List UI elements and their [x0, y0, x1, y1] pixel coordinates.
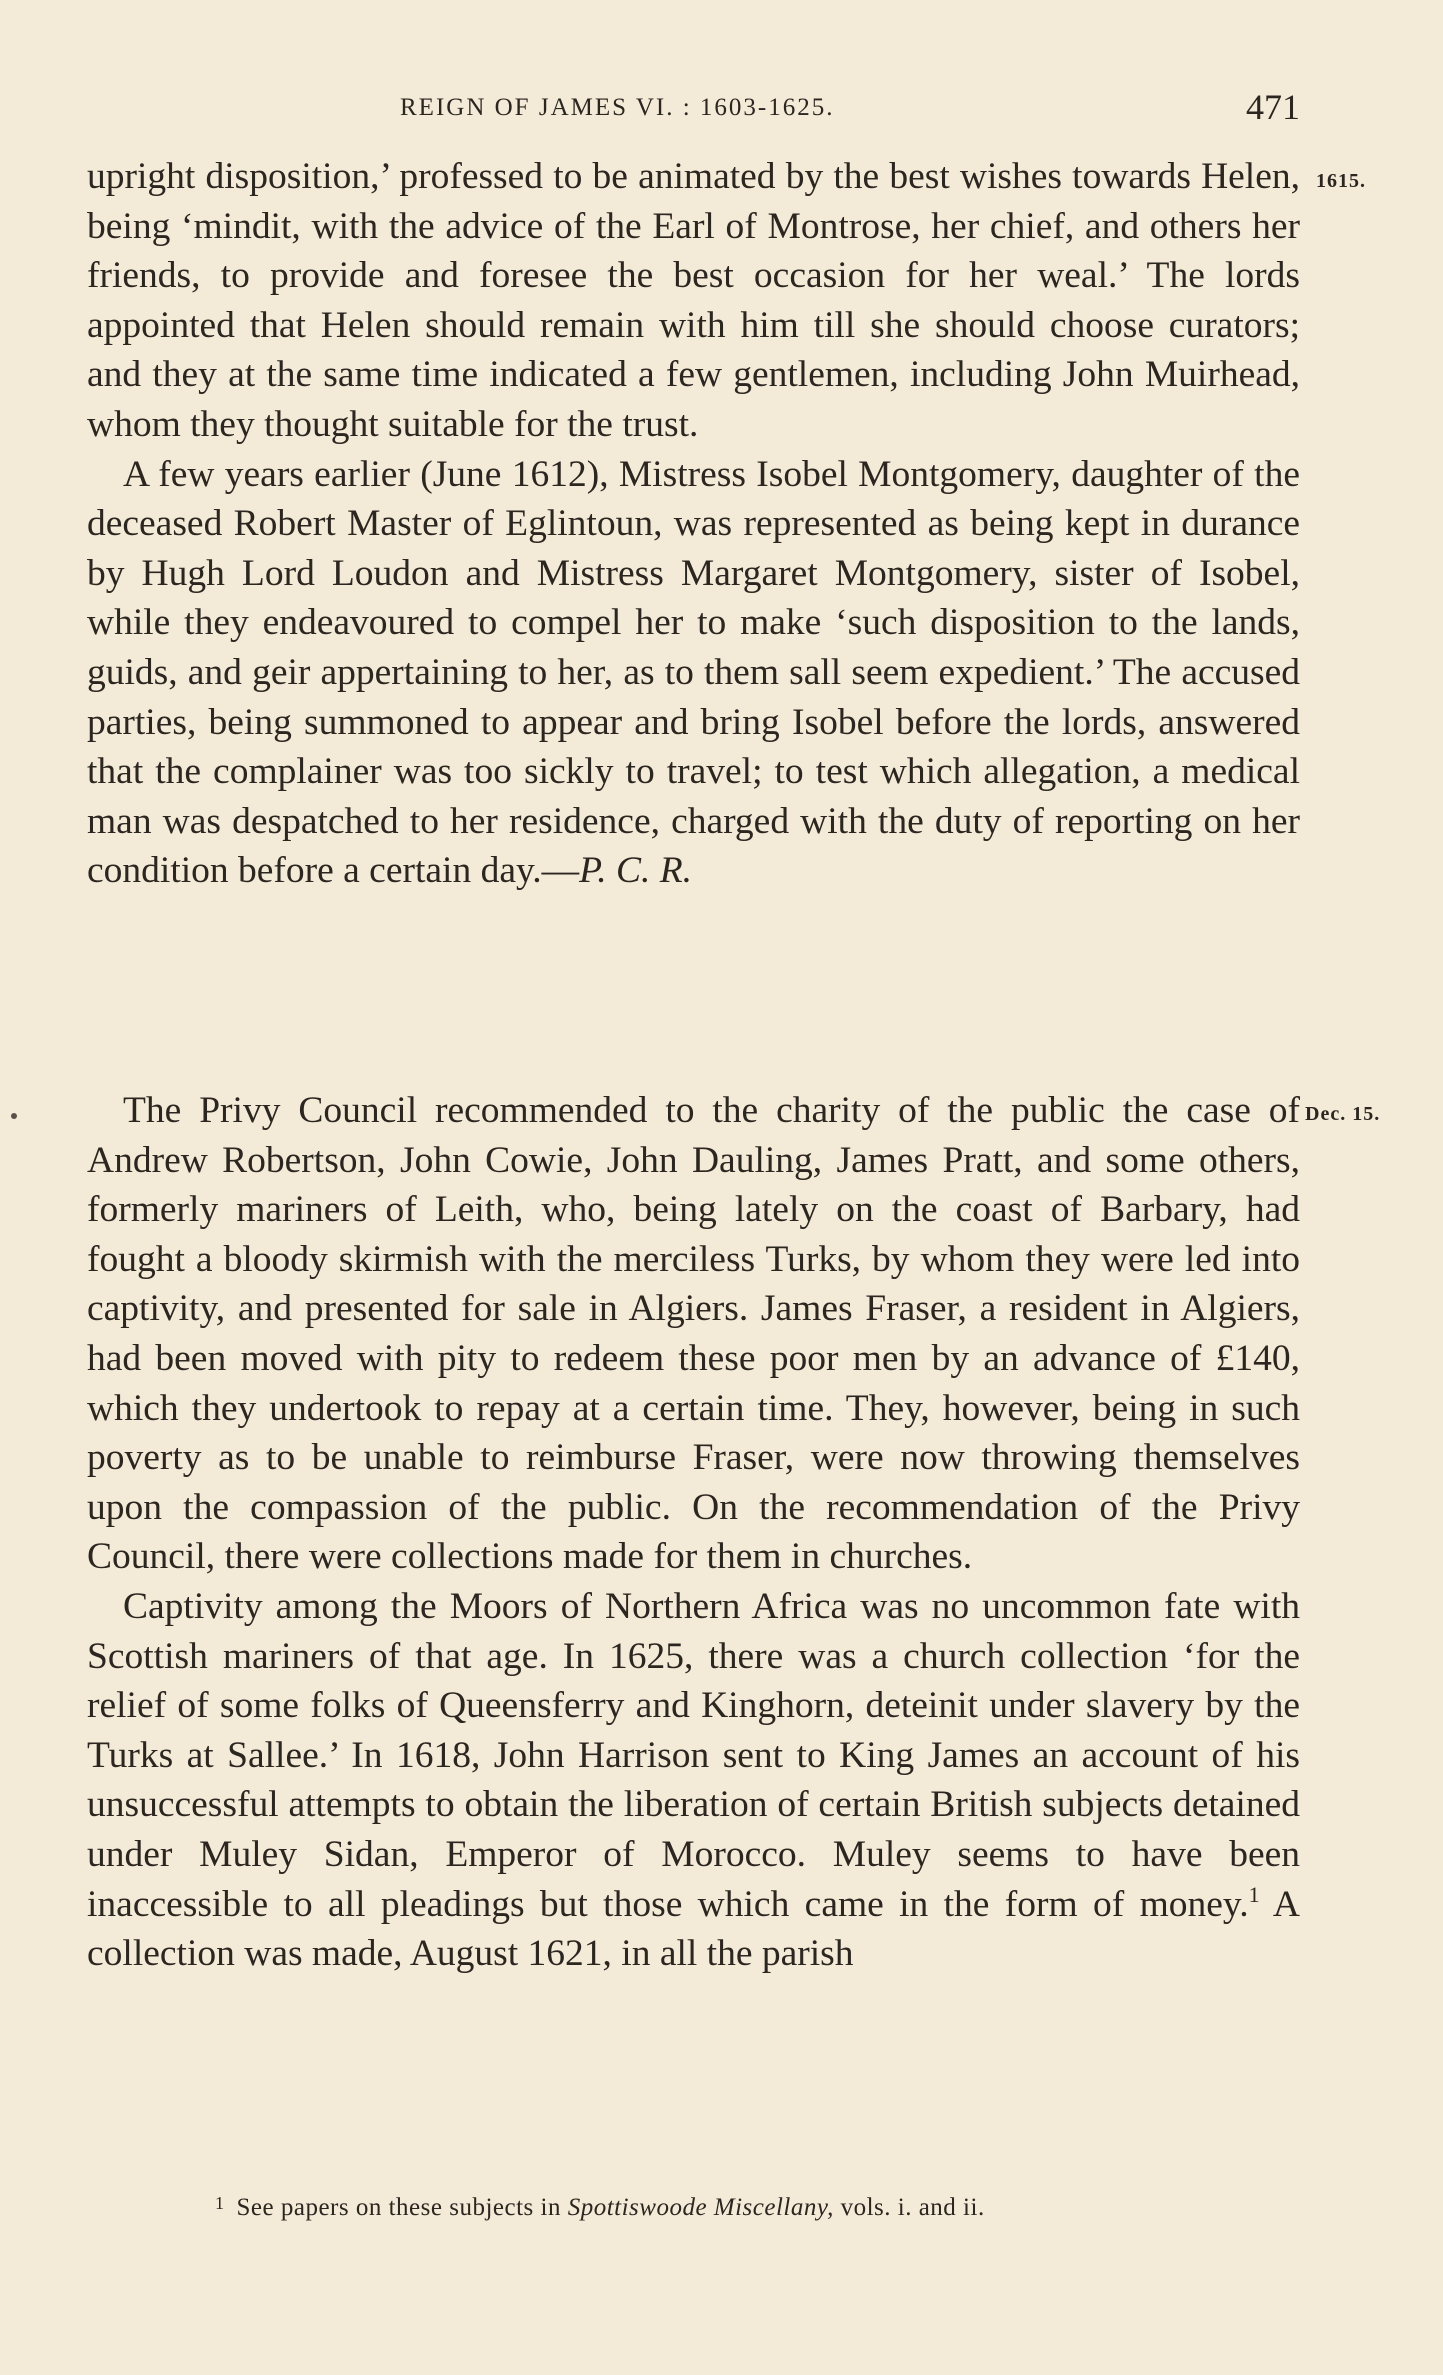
paragraph-continuation: upright disposition,’ professed to be animated by the best wishes towards Helen, being ‘mindit, with the advice of the Earl of Montrose, her chief, and others her friends, to provide and foresee the best occasion for her weal.’ The lords appointed that Helen should remain with him till she should choose curators; and they at the same time indicated a few gentlemen, including John Muirhead, whom they thought suitable for the trust.	[87, 156, 1300, 445]
paragraph-captivity-text: Captivity among the Moors of Northern Africa was no uncommon fate with Scottish mariners of that age. In 1625, there was a church collection ‘for the relief of some folks of Queensferry and Kinghorn, deteinit under slavery by the Turks at Sallee.’ In 1618, John Harrison sent to King James an account of his unsuccessful attempts to obtain the liberation of certain British subjects detained under Muley Sidan, Emperor of Morocco. Muley seems to have been inaccessible to all pleadings but those which came in the form of money.	[87, 1585, 1300, 1925]
margin-note-year: 1615.	[1316, 170, 1366, 192]
paragraph-captivity	[87, 1582, 1300, 1979]
text-block-upper	[87, 152, 1300, 896]
stray-mark	[11, 1113, 17, 1119]
footnote-title: Spottiswoode Miscellany,	[567, 2194, 834, 2221]
footnote	[215, 2193, 985, 2222]
running-head: REIGN OF JAMES VI. : 1603-1625.	[400, 94, 835, 121]
citation: P. C. R.	[579, 850, 693, 892]
page-number: 471	[1246, 87, 1300, 127]
paragraph-captivity-end: A collection was made, August 1621, in all the parish	[87, 1883, 1300, 1975]
paragraph-montgomery-text: A few years earlier (June 1612), Mistress Isobel Montgomery, daughter of the deceased Robert Master of Eglintoun, was represented as being kept in durance by Hugh Lord Loudon and Mistress Margaret Montgomery, sister of Isobel, while they endeavoured to compel her to make ‘such disposition to the lands, guids, and geir appertaining to her, as to them sall seem expedient.’ The accused parties, being summoned to appear and bring Isobel before the lords, answered that the complainer was too sickly to travel; to test which allegation, a medical man was despatched to her residence, charged with the duty of reporting on her condition before a certain day.—	[87, 453, 1300, 892]
paragraph-montgomery	[87, 450, 1300, 896]
margin-note-date: Dec. 15.	[1305, 1103, 1381, 1125]
footnote-number: 1	[215, 2193, 225, 2213]
footnote-text-b: vols. i. and ii.	[833, 2194, 985, 2221]
page-header	[400, 86, 1300, 136]
paragraph-privy-council: The Privy Council recommended to the charity of the public the case of Andrew Robertson, John Cowie, John Dauling, James Pratt, and some others, formerly mariners of Leith, who, being lately on the coast of Barbary, had fought a bloody skirmish with the merciless Turks, by whom they were led into captivity, and presented for sale in Algiers. James Fraser, a resident in Algiers, had been moved with pity to redeem these poor men by an advance of £140, which they undertook to repay at a certain time. They, however, being in such poverty as to be unable to reimburse Fraser, were now throwing themselves upon the compassion of the public. On the recommendation of the Privy Council, there were collections made for them in churches.	[87, 1090, 1300, 1578]
footnote-reference: 1	[1248, 1881, 1260, 1907]
text-block-lower	[87, 1086, 1300, 1979]
footnote-text-a: See papers on these subjects in	[236, 2194, 568, 2221]
